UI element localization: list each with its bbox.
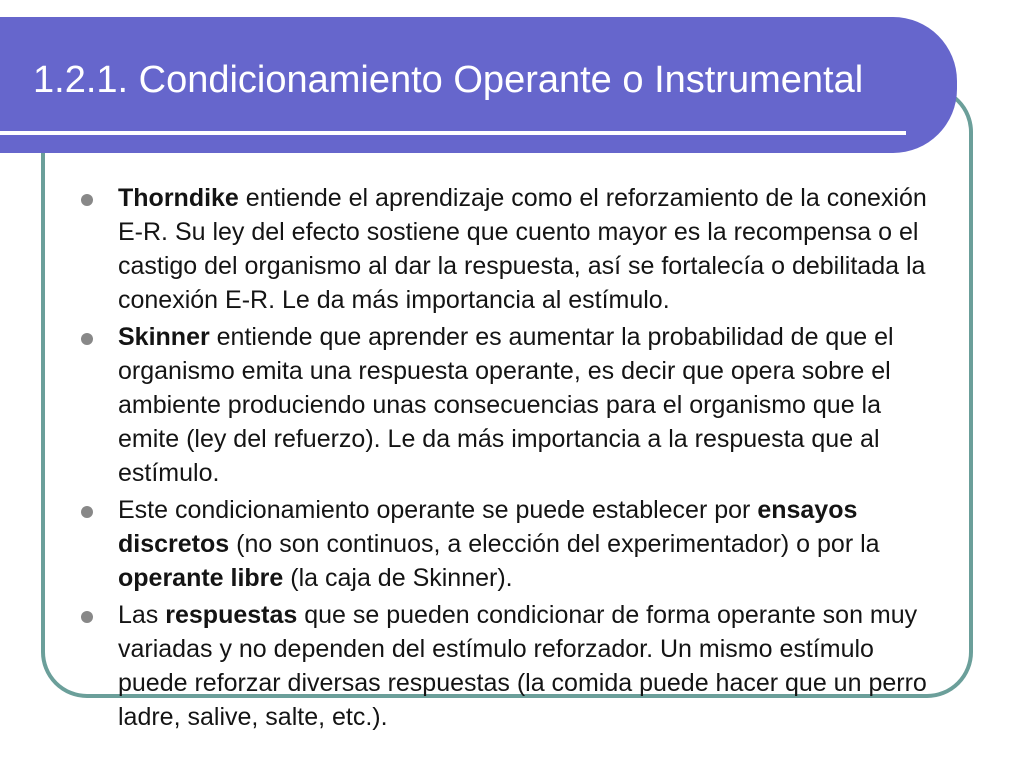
bullet-text: [118, 496, 880, 592]
text-segment: entiende que aprender es aumentar la probabilidad de que el organismo emita una respuesta operante, es decir que opera sobre el ambiente produciendo unas consecuencias para el organismo que la emite (ley del refuerzo). Le da más importancia a la respuesta que al estímulo.: [118, 323, 894, 487]
bullet-icon: [81, 194, 93, 206]
bold-term: ensayos discretos: [118, 496, 858, 558]
text-segment: que se pueden condicionar de forma operante son muy variadas y no dependen del estímulo reforzador. Un mismo estímulo puede reforzar diversas respuestas (la comida puede hacer que un perro ladre, salive, salte, etc.).: [118, 601, 927, 731]
bullet-text: [118, 323, 894, 487]
bullet-item: [0, 493, 1024, 595]
bullet-text: [118, 601, 927, 731]
bold-term: Skinner: [118, 323, 210, 351]
bullet-item: [0, 181, 1024, 317]
bullet-item: [0, 598, 1024, 734]
bullet-icon: [81, 333, 93, 345]
bold-term: respuestas: [165, 601, 298, 629]
text-segment: (la caja de Skinner).: [283, 564, 513, 592]
bullet-icon: [81, 611, 93, 623]
bold-term: operante libre: [118, 564, 284, 592]
bullet-text: [118, 184, 927, 314]
text-segment: Las: [118, 601, 166, 629]
bullet-item: [0, 320, 1024, 490]
slide-title: 1.2.1. Condicionamiento Operante o Instrumental: [33, 59, 864, 101]
bullet-icon: [81, 506, 93, 518]
text-segment: (no son continuos, a elección del experimentador) o por la: [229, 530, 880, 558]
title-underline: [0, 131, 906, 135]
bold-term: Thorndike: [118, 184, 239, 212]
bullet-list: [0, 181, 1024, 737]
text-segment: entiende el aprendizaje como el reforzamiento de la conexión E-R. Su ley del efecto sostiene que cuento mayor es la recompensa o el castigo del organismo al dar la respuesta, así se fortalecía o debilitada la conexión E-R. Le da más importancia al estímulo.: [118, 184, 927, 314]
text-segment: Este condicionamiento operante se puede establecer por: [118, 496, 758, 524]
